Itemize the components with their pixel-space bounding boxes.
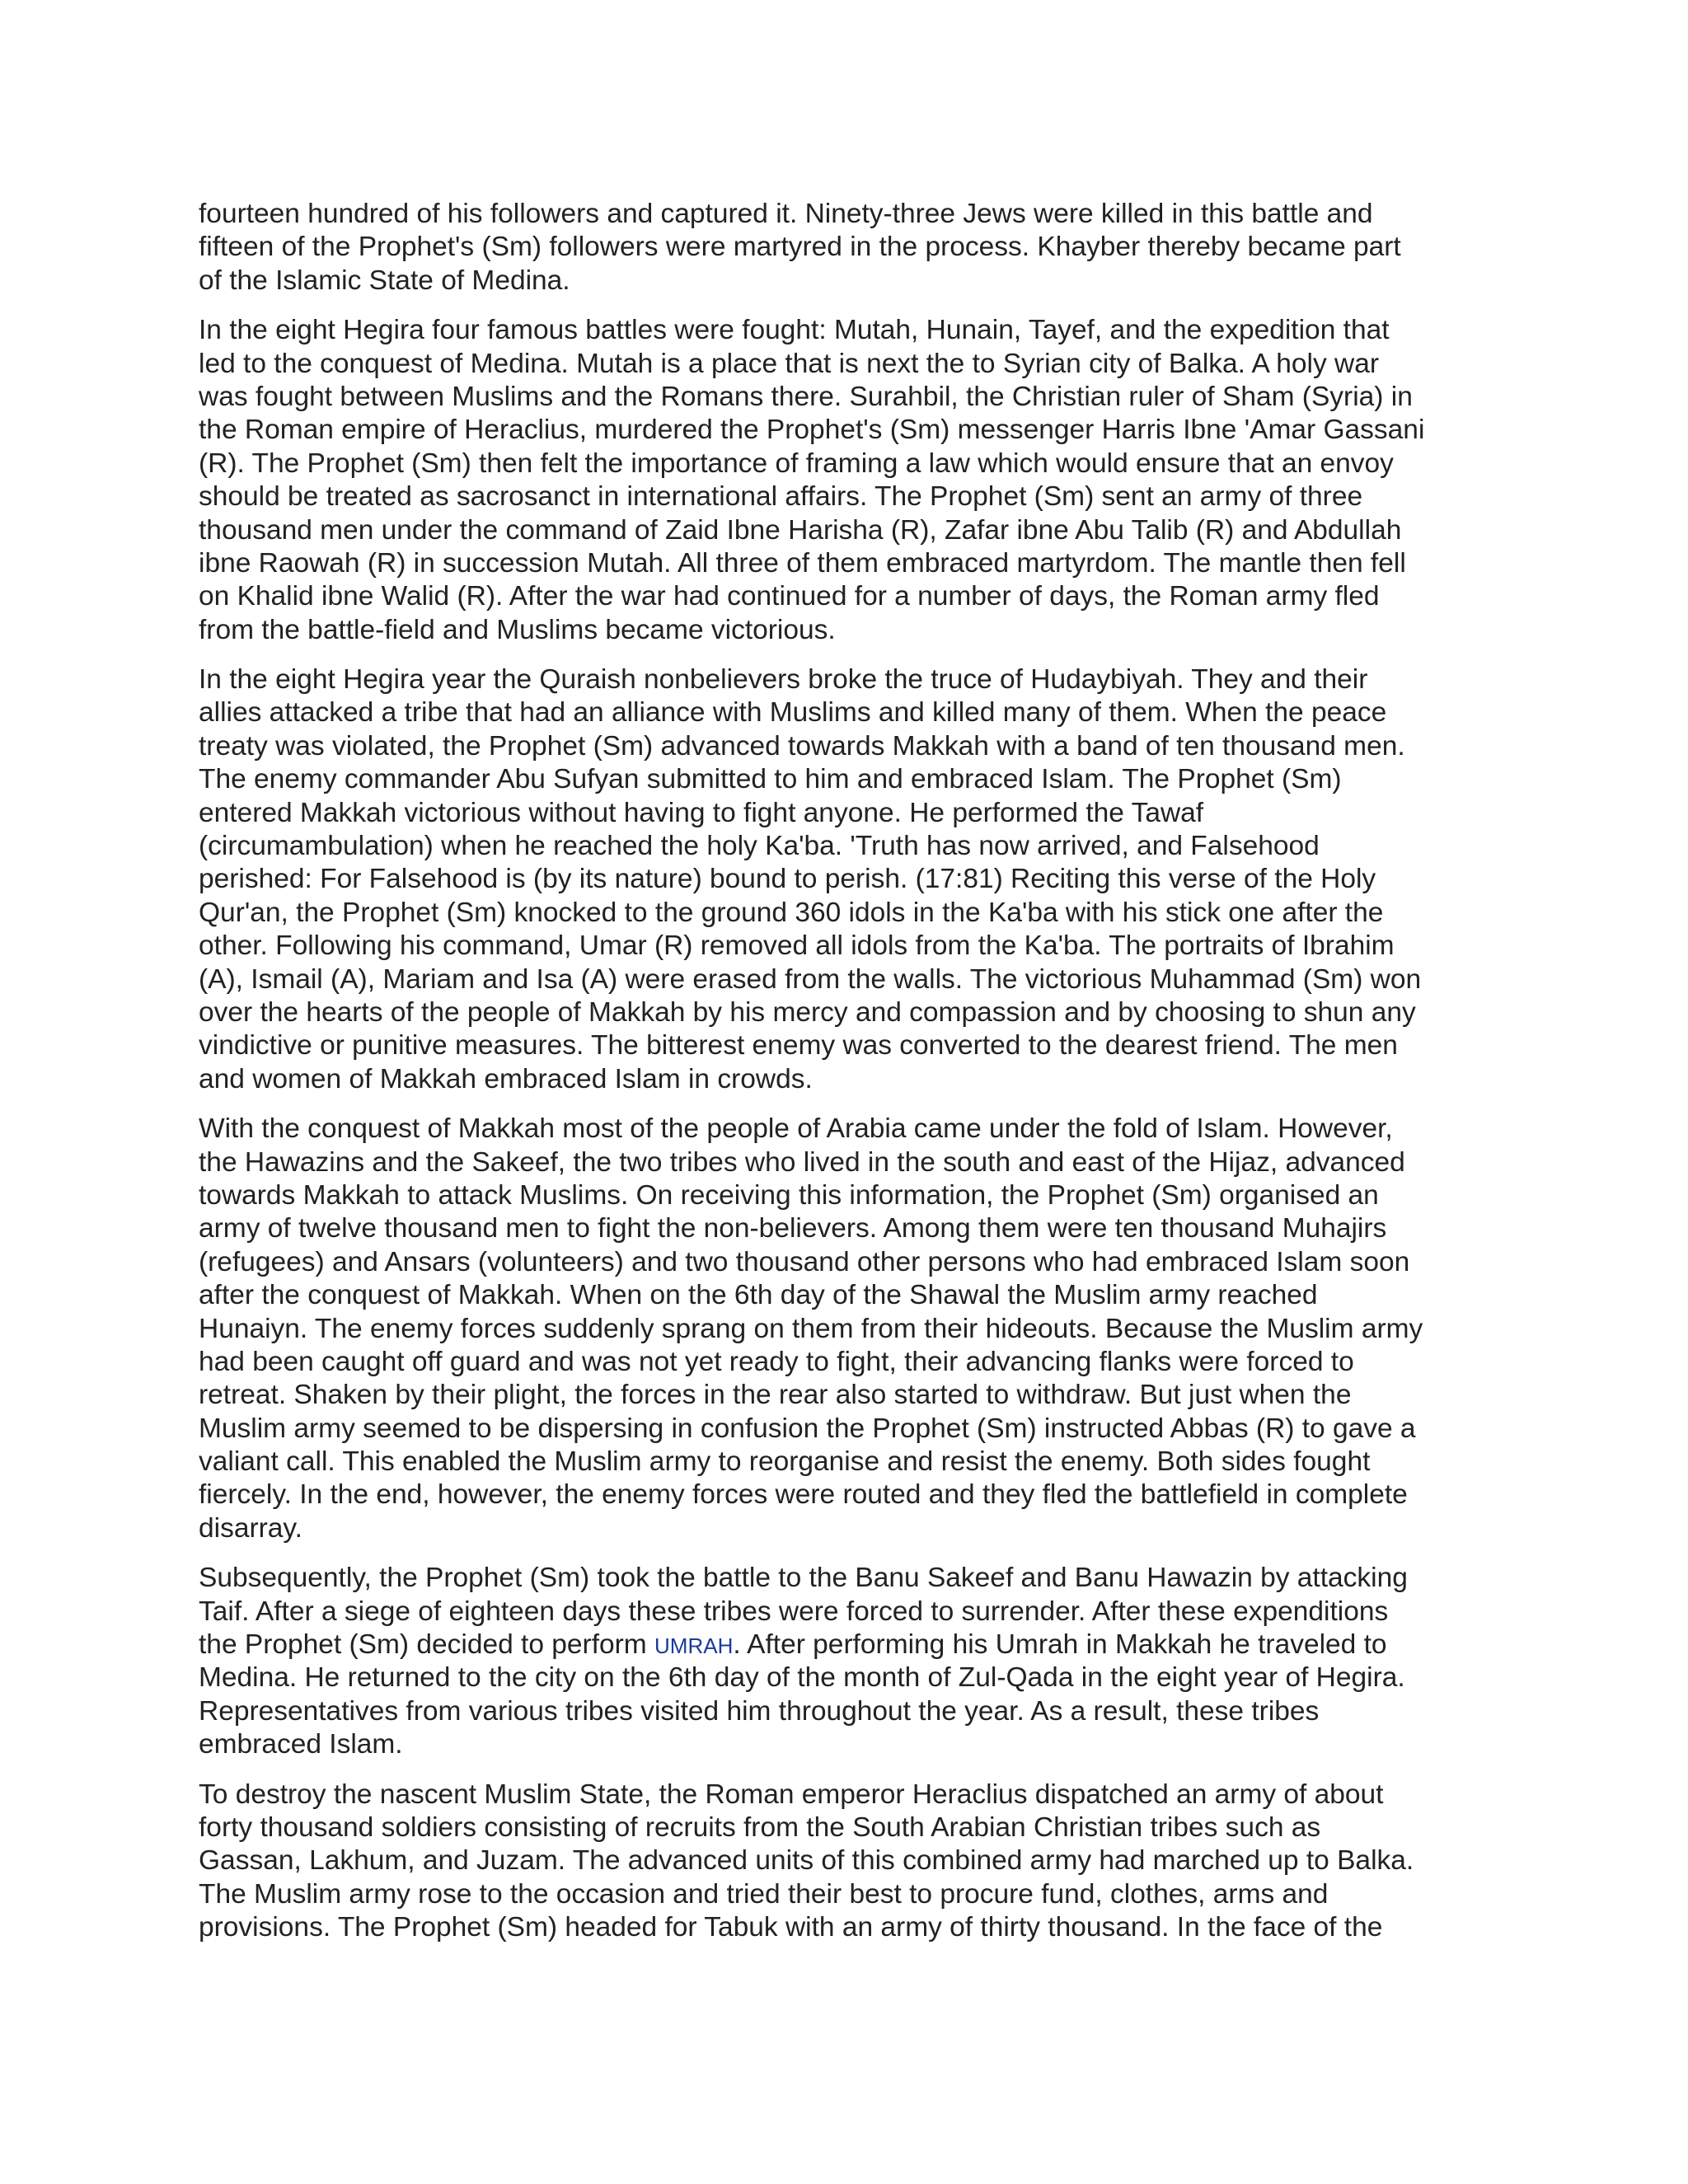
text-line: (refugees) and Ansars (volunteers) and two thousand other persons who had embraced Islam soon [199, 1246, 1410, 1277]
text-line: vindictive or punitive measures. The bitterest enemy was converted to the dearest friend. The men [199, 1030, 1398, 1062]
text-line: ibne Raowah (R) in succession Mutah. All three of them embraced martyrdom. The mantle then fell [199, 547, 1406, 579]
paragraph-makkah-conquest [199, 663, 1489, 1096]
text-line: on Khalid ibne Walid (R). After the war had continued for a number of days, the Roman army fled [199, 581, 1380, 612]
text-line: fiercely. In the end, however, the enemy forces were routed and they fled the battlefield in complete [199, 1479, 1408, 1511]
text-line: treaty was violated, the Prophet (Sm) advanced towards Makkah with a band of ten thousand men. [199, 730, 1405, 762]
text-line: fourteen hundred of his followers and captured it. Ninety-three Jews were killed in this battle and [199, 199, 1373, 229]
text-line: Muslim army seemed to be dispersing in confusion the Prophet (Sm) instructed Abbas (R) to gave a [199, 1413, 1416, 1444]
text-line: Qur'an, the Prophet (Sm) knocked to the ground 360 idols in the Ka'ba with his stick one after the [199, 897, 1384, 928]
paragraph-mutah [199, 314, 1489, 647]
text-line: and women of Makkah embraced Islam in crowds. [199, 1063, 813, 1094]
text-line: the Roman empire of Heraclius, murdered the Prophet's (Sm) messenger Harris Ibne 'Amar Gassani [199, 415, 1425, 446]
text-line: Subsequently, the Prophet (Sm) took the battle to the Banu Sakeef and Banu Hawazin by attacking [199, 1563, 1408, 1594]
text-line: after the conquest of Makkah. When on the 6th day of the Shawal the Muslim army reached [199, 1280, 1318, 1311]
text-line: over the hearts of the people of Makkah by his mercy and compassion and by choosing to shun any [199, 996, 1416, 1028]
text-line: To destroy the nascent Muslim State, the Roman emperor Heraclius dispatched an army of about [199, 1779, 1384, 1810]
paragraph-tabuk [199, 1779, 1489, 1945]
text-line: disarray. [199, 1512, 302, 1544]
text-line: had been caught off guard and was not yet ready to fight, their advancing flanks were forced to [199, 1346, 1354, 1377]
text-line: With the conquest of Makkah most of the people of Arabia came under the fold of Islam. However, [199, 1113, 1393, 1145]
paragraph-khayber [199, 198, 1489, 298]
umrah-link[interactable]: UMRAH [654, 1633, 734, 1659]
document-body [199, 198, 1489, 1961]
text-line: (R). The Prophet (Sm) then felt the importance of framing a law which would ensure that an envoy [199, 448, 1394, 479]
text-line: Medina. He returned to the city on the 6th day of the month of Zul-Qada in the eight year of Hegira. [199, 1662, 1405, 1694]
text-line: The enemy commander Abu Sufyan submitted to him and embraced Islam. The Prophet (Sm) [199, 764, 1342, 795]
text-line: led to the conquest of Medina. Mutah is a place that is next the to Syrian city of Balka. A holy war [199, 348, 1379, 379]
text-line: fifteen of the Prophet's (Sm) followers were martyred in the process. Khayber thereby became part [199, 232, 1401, 263]
text-line: retreat. Shaken by their plight, the forces in the rear also started to withdraw. But just when the [199, 1380, 1352, 1411]
text-line-with-link [199, 1629, 1489, 1661]
text-line: embraced Islam. [199, 1729, 403, 1760]
text-line: Hunaiyn. The enemy forces suddenly sprang on them from their hideouts. Because the Muslim army [199, 1313, 1423, 1344]
text-line: Gassan, Lakhum, and Juzam. The advanced units of this combined army had marched up to Balka. [199, 1845, 1414, 1877]
text-line: perished: For Falsehood is (by its nature) bound to perish. (17:81) Reciting this verse of the Holy [199, 864, 1376, 895]
text-line: Taif. After a siege of eighteen days these tribes were forced to surrender. After these expenditions [199, 1596, 1389, 1627]
text-line: forty thousand soldiers consisting of recruits from the South Arabian Christian tribes such as [199, 1811, 1321, 1843]
text-line: should be treated as sacrosanct in international affairs. The Prophet (Sm) sent an army of three [199, 481, 1363, 513]
text-line: The Muslim army rose to the occasion and tried their best to procure fund, clothes, arms and [199, 1878, 1329, 1910]
text-line: thousand men under the command of Zaid Ibne Harisha (R), Zafar ibne Abu Talib (R) and Abdullah [199, 514, 1402, 546]
text-line: allies attacked a tribe that had an alliance with Muslims and killed many of them. When the peace [199, 697, 1387, 729]
text-line: provisions. The Prophet (Sm) headed for Tabuk with an army of thirty thousand. In the face of the [199, 1912, 1383, 1943]
text-line: Representatives from various tribes visited him throughout the year. As a result, these tribes [199, 1695, 1320, 1727]
text-line: was fought between Muslims and the Romans there. Surahbil, the Christian ruler of Sham (Syria) in [199, 381, 1413, 412]
text-line: the Hawazins and the Sakeef, the two tribes who lived in the south and east of the Hijaz, advanced [199, 1146, 1405, 1178]
text-line: army of twelve thousand men to fight the non-believers. Among them were ten thousand Muhajirs [199, 1213, 1387, 1244]
text-line: towards Makkah to attack Muslims. On receiving this information, the Prophet (Sm) organised an [199, 1179, 1379, 1211]
text-line: valiant call. This enabled the Muslim army to reorganise and resist the enemy. Both sides fought [199, 1446, 1371, 1478]
paragraph-taif [199, 1562, 1489, 1761]
text-line: In the eight Hegira year the Quraish nonbelievers broke the truce of Hudaybiyah. They and their [199, 664, 1368, 696]
text-line: (A), Ismail (A), Mariam and Isa (A) were erased from the walls. The victorious Muhammad (Sm) won [199, 963, 1422, 995]
link-line-suffix: . After performing his Umrah in Makkah he traveled to [733, 1629, 1387, 1661]
text-line: other. Following his command, Umar (R) removed all idols from the Ka'ba. The portraits of Ibrahim [199, 930, 1395, 962]
paragraph-hunaiyn [199, 1113, 1489, 1545]
text-line: (circumambulation) when he reached the holy Ka'ba. 'Truth has now arrived, and Falsehood [199, 831, 1320, 862]
text-line: entered Makkah victorious without having to fight anyone. He performed the Tawaf [199, 797, 1204, 828]
text-line: In the eight Hegira four famous battles were fought: Mutah, Hunain, Tayef, and the expedition that [199, 315, 1390, 346]
text-line: from the battle-field and Muslims became victorious. [199, 614, 836, 645]
link-line-prefix: the Prophet (Sm) decided to perform [199, 1629, 655, 1661]
text-line: of the Islamic State of Medina. [199, 265, 570, 296]
